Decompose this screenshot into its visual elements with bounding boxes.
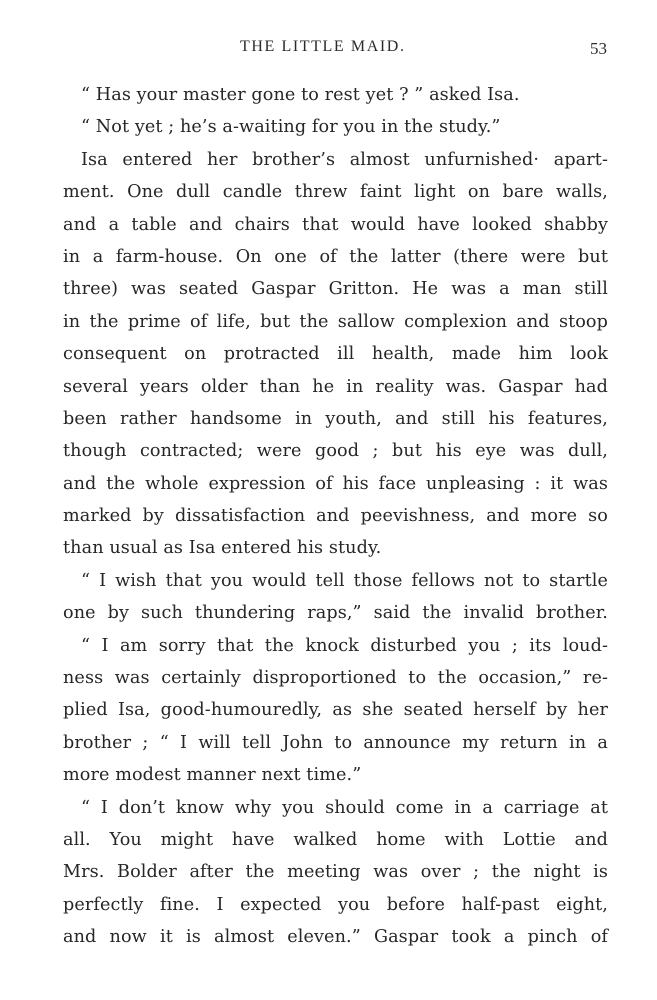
text-line: marked by dissatisfaction and peevishness, and more so [63, 506, 608, 527]
text-line: though contracted; were good ; but his eye was dull, [63, 441, 608, 462]
running-title: THE LITTLE MAID. [240, 38, 406, 55]
text-line: Isa entered her brother’s almost unfurnished· apart- [81, 149, 608, 170]
text-line: and a table and chairs that would have looked shabby [63, 214, 608, 235]
text-line: all. You might have walked home with Lottie and [63, 829, 608, 850]
text-line: “ Has your master gone to rest yet ? ” asked Isa. [81, 85, 520, 105]
page-number: 53 [590, 39, 607, 58]
text-line: three) was seated Gaspar Gritton. He was a man still [63, 279, 608, 300]
text-line: more modest manner next time.” [63, 765, 362, 786]
text-line: plied Isa, good-humouredly, as she seated herself by her [63, 700, 608, 721]
text-line: perfectly fine. I expected you before half-past eight, [63, 894, 608, 915]
text-line: ness was certainly disproportioned to the occasion,” re- [63, 668, 608, 689]
text-line: brother ; “ I will tell John to announce my return in a [63, 732, 608, 753]
text-line: and the whole expression of his face unpleasing : it was [63, 473, 608, 494]
text-line: in a farm-house. On one of the latter (there were but [63, 246, 608, 267]
text-line: ment. One dull candle threw faint light on bare walls, [63, 182, 608, 203]
text-line: and now it is almost eleven.” Gaspar took a pinch of [63, 927, 608, 948]
text-line: one by such thundering raps,” said the invalid brother. [63, 603, 608, 624]
body-text [63, 79, 608, 954]
text-line: been rather handsome in youth, and still his features, [63, 408, 608, 429]
text-line: “ I am sorry that the knock disturbed you ; its loud- [81, 635, 608, 656]
text-line: Mrs. Bolder after the meeting was over ; the night is [63, 862, 608, 883]
text-line: consequent on protracted ill health, made him look [63, 344, 608, 365]
text-line: in the prime of life, but the sallow complexion and stoop [63, 311, 608, 332]
text-line: several years older than he in reality was. Gaspar had [63, 376, 608, 397]
text-line: “ Not yet ; he’s a-waiting for you in the study.” [81, 117, 501, 138]
text-line: than usual as Isa entered his study. [63, 538, 382, 559]
text-line: “ I wish that you would tell those fellows not to startle [81, 570, 608, 591]
text-line: “ I don’t know why you should come in a carriage at [81, 797, 608, 818]
running-head [0, 38, 657, 62]
